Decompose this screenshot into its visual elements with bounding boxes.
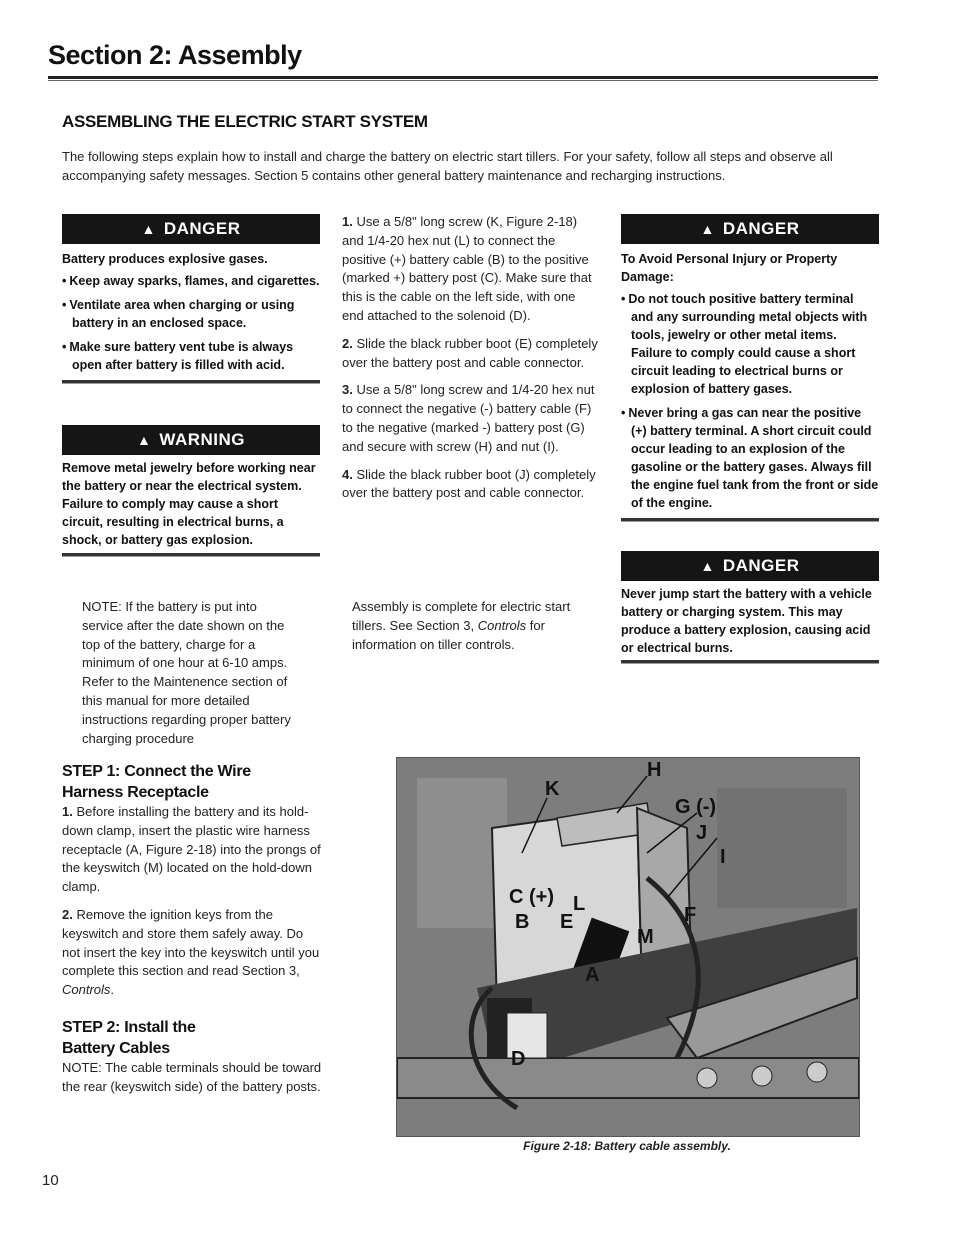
danger-header bbox=[621, 214, 879, 244]
box-rule bbox=[621, 660, 879, 664]
step1-body bbox=[62, 803, 322, 1000]
figure-caption: Figure 2-18: Battery cable assembly. bbox=[523, 1139, 731, 1153]
step2-title-line2: Battery Cables bbox=[62, 1040, 170, 1057]
item-number: 3. bbox=[342, 382, 353, 398]
step1-title-line1: STEP 1: Connect the Wire bbox=[62, 763, 251, 780]
battery-note: NOTE: If the battery is put into service after the date shown on the top of the battery, charge for a minimum of one hour at 6-10 amps. Refer to the Maintenence section of this manual for more detailed instructions regarding proper battery charging procedure bbox=[82, 599, 291, 746]
step1-section bbox=[62, 761, 322, 1009]
intro-paragraph: The following steps explain how to install and charge the battery on electric start tillers. For your safety, follow all steps and observe all accompanying safety messages. Section 5 contains other general battery maintenance and recharging instructions. bbox=[62, 149, 833, 183]
danger-list bbox=[62, 272, 320, 374]
danger-item: • Do not touch positive battery terminal and any surrounding metal objects with tools, jewelry or other metal items. Failure to comply could cause a short circuit leading to electrical burns or explosion of battery gases. bbox=[621, 290, 879, 398]
box-rule bbox=[621, 518, 879, 522]
section-rule-thin bbox=[48, 80, 878, 81]
step1-title-line2: Harness Receptacle bbox=[62, 784, 209, 801]
step1-item bbox=[62, 906, 322, 1000]
page-number: 10 bbox=[42, 1172, 59, 1189]
warning-box bbox=[62, 425, 320, 557]
danger-box-3 bbox=[621, 551, 879, 664]
step2-note: NOTE: The cable terminals should be toward the rear (keyswitch side) of the battery posts. bbox=[62, 1060, 322, 1094]
controls-reference: Controls bbox=[62, 982, 111, 998]
danger-content bbox=[621, 585, 879, 657]
install-steps bbox=[342, 213, 600, 512]
danger-header bbox=[62, 214, 320, 244]
label-g: G (-) bbox=[675, 796, 717, 818]
complete-text: Assembly is complete for electric start tillers. See Section 3, bbox=[352, 599, 571, 633]
step1-title bbox=[62, 761, 322, 803]
label-d: D bbox=[511, 1048, 526, 1070]
box-rule bbox=[62, 380, 320, 384]
danger-content bbox=[621, 250, 879, 512]
section-title: Section 2: Assembly bbox=[48, 40, 302, 70]
install-step bbox=[342, 335, 600, 373]
item-text: Use a 5/8" long screw and 1/4-20 hex nut to connect the negative (-) battery cable (F) to the negative (marked -) battery post (G) and secure with screw (H) and nut (I). bbox=[342, 382, 595, 454]
controls-reference: Controls bbox=[477, 617, 527, 633]
install-step bbox=[342, 466, 600, 504]
label-l: L bbox=[573, 893, 586, 915]
danger-lead: Battery produces explosive gases. bbox=[62, 252, 268, 266]
danger-item: • Never bring a gas can near the positive (+) battery terminal. A short circuit could occur leading to an explosion of the gasoline or the battery gases. Always fill the engine fuel tank from the front or side of the engine. bbox=[621, 404, 879, 512]
danger-lead: To Avoid Personal Injury or Property Damage: bbox=[621, 252, 838, 284]
label-k: K bbox=[545, 778, 560, 800]
item-text-end: . bbox=[110, 982, 115, 998]
battery-cable-figure bbox=[396, 757, 860, 1137]
assembly-complete bbox=[352, 598, 592, 654]
label-m: M bbox=[637, 926, 654, 948]
item-text: Use a 5/8" long screw (K, Figure 2-18) and 1/4-20 hex nut (L) to connect the positive (+) battery cable (B) to the positive (marked +) battery post (C). Make sure that this is the cable on the left side, with one end attached to the solenoid (D). bbox=[342, 214, 592, 323]
item-text: Remove the ignition keys from the keyswitch and store them safely away. Do not insert the key into the keyswitch until you complete this section and read Section 3, bbox=[62, 906, 320, 979]
warning-triangle-icon: ▲ bbox=[700, 221, 715, 237]
item-number: 2. bbox=[62, 906, 73, 922]
item-number: 4. bbox=[342, 466, 353, 482]
item-text: Slide the black rubber boot (J) completely over the battery post and cable connector. bbox=[342, 466, 596, 501]
danger-box-2 bbox=[621, 214, 879, 522]
warning-triangle-icon: ▲ bbox=[141, 221, 156, 237]
danger-box-1 bbox=[62, 214, 320, 384]
danger-item: • Ventilate area when charging or using battery in an enclosed space. bbox=[62, 296, 320, 332]
danger-label: DANGER bbox=[722, 219, 800, 238]
item-text: Before installing the battery and its hold-down clamp, insert the plastic wire harness receptacle (A, Figure 2-18) into the prongs of the keyswitch (M) located on the hold-down clamp. bbox=[62, 804, 321, 895]
install-step bbox=[342, 213, 600, 326]
label-j: J bbox=[696, 822, 708, 844]
install-step bbox=[342, 381, 600, 456]
item-number: 1. bbox=[62, 804, 73, 819]
danger-label: DANGER bbox=[722, 556, 800, 575]
complete-text-end: for information on tiller controls. bbox=[352, 617, 545, 652]
battery-illustration bbox=[397, 758, 859, 1136]
warning-header bbox=[62, 425, 320, 455]
label-a: A bbox=[585, 964, 600, 986]
label-e: E bbox=[560, 911, 574, 933]
section-rule bbox=[48, 76, 878, 79]
label-f: F bbox=[684, 904, 697, 926]
label-c: C (+) bbox=[509, 886, 554, 908]
danger-header bbox=[621, 551, 879, 581]
label-h: H bbox=[647, 759, 662, 781]
warning-triangle-icon: ▲ bbox=[136, 432, 152, 448]
item-text: Slide the black rubber boot (E) completely over the battery post and cable connector. bbox=[342, 335, 598, 370]
danger-label: DANGER bbox=[163, 219, 241, 238]
step2-section bbox=[62, 1017, 322, 1097]
box-rule bbox=[62, 553, 320, 557]
item-number: 1. bbox=[342, 214, 353, 229]
step2-title-line1: STEP 2: Install the bbox=[62, 1019, 196, 1036]
step1-item bbox=[62, 803, 322, 897]
danger-item: • Keep away sparks, flames, and cigarettes. bbox=[62, 272, 320, 290]
warning-label: WARNING bbox=[159, 430, 246, 449]
danger-text: Never jump start the battery with a vehicle battery or charging system. This may produce a battery explosion, causing acid or electrical burns. bbox=[621, 587, 872, 655]
step2-title bbox=[62, 1017, 322, 1059]
section-subtitle: ASSEMBLING THE ELECTRIC START SYSTEM bbox=[62, 112, 428, 131]
warning-content bbox=[62, 459, 320, 549]
label-b: B bbox=[515, 911, 530, 933]
danger-list bbox=[621, 290, 879, 512]
label-i: I bbox=[720, 846, 726, 868]
warning-text: Remove metal jewelry before working near the battery or near the electrical system. Failure to comply may cause a short circuit, resulting in electrical burns, a shock, or battery gas explosion. bbox=[62, 461, 316, 547]
danger-content bbox=[62, 250, 320, 374]
warning-triangle-icon: ▲ bbox=[700, 558, 715, 574]
danger-item: • Make sure battery vent tube is always open after battery is filled with acid. bbox=[62, 338, 320, 374]
item-number: 2. bbox=[342, 335, 353, 351]
